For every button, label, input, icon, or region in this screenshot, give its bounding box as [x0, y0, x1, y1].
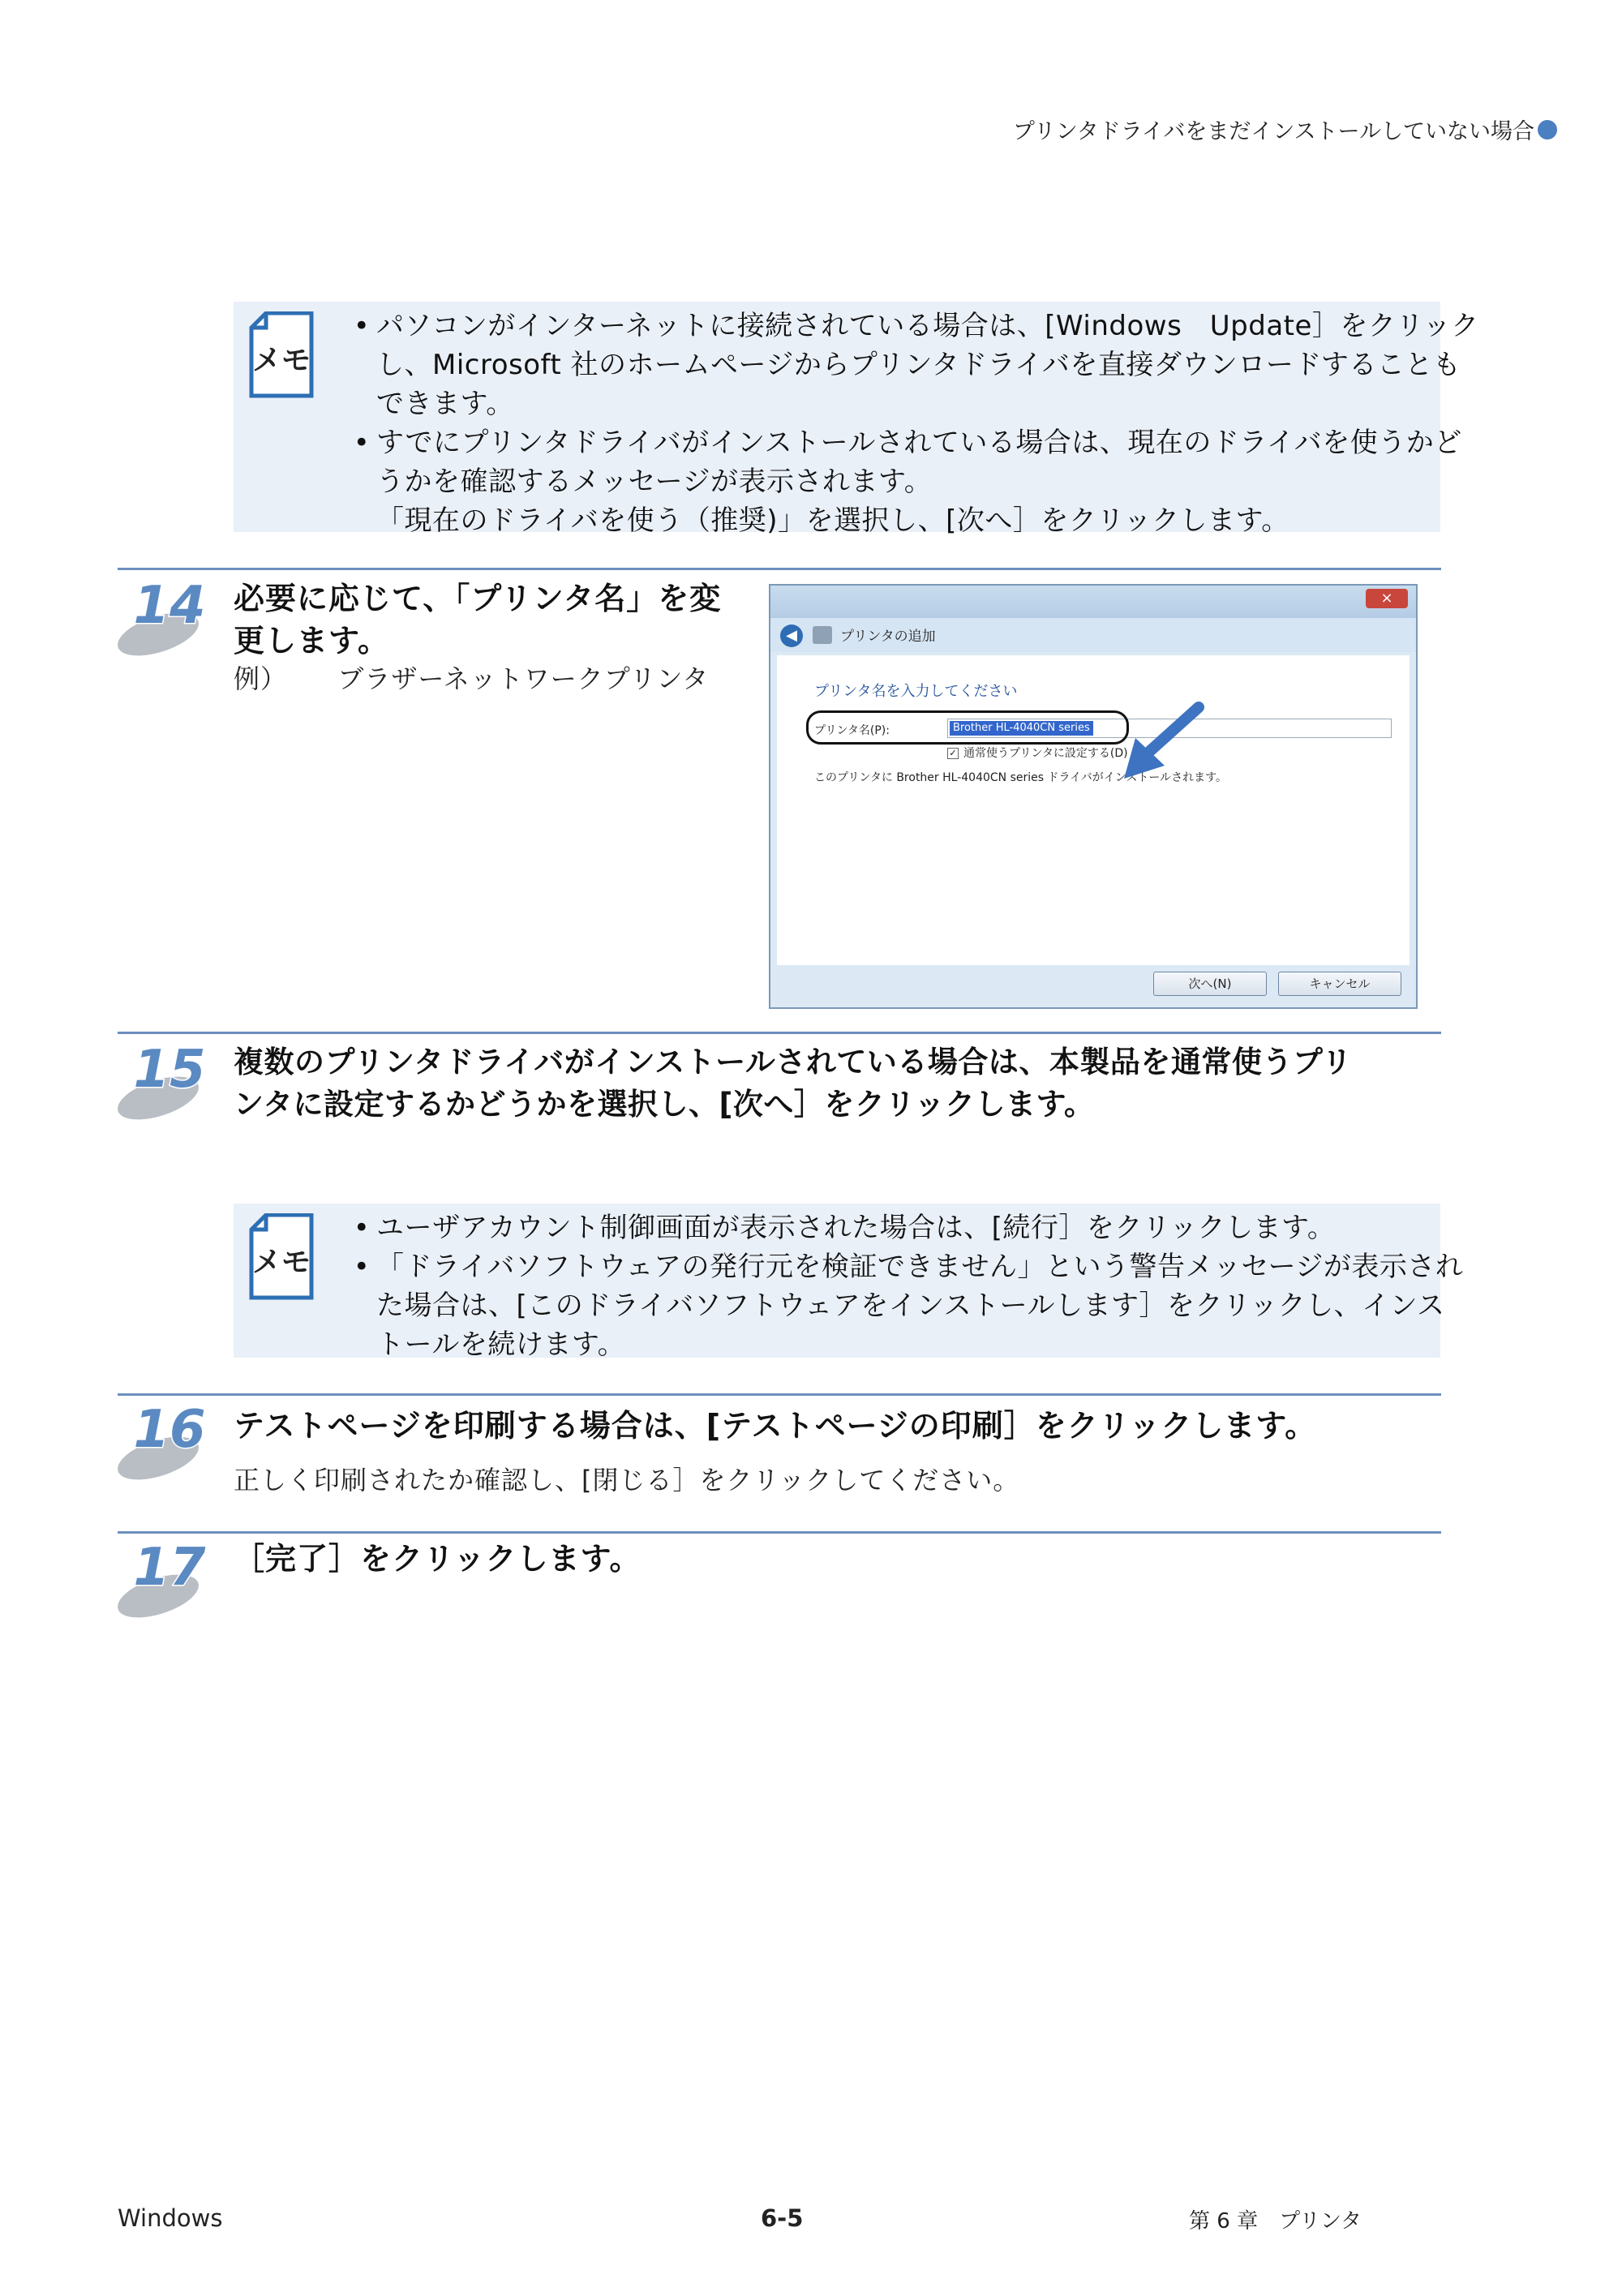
- cancel-button[interactable]: キャンセル: [1278, 972, 1401, 996]
- memo-1-line: うかを確認するメッセージが表示されます。: [376, 466, 933, 498]
- driver-info-text: このプリンタに Brother HL-4040CN series ドライバがインストールされます。: [814, 771, 1227, 784]
- memo-1-line: • パソコンがインターネットに接続されている場合は、[Windows Update］をクリック: [353, 310, 1479, 342]
- printer-name-value: Brother HL-4040CN series: [950, 721, 1093, 736]
- dialog-heading: プリンタ名を入力してください: [814, 683, 1018, 700]
- printer-name-label: プリンタ名(P):: [814, 724, 890, 737]
- add-printer-dialog: [769, 584, 1418, 1009]
- step-17-title: ［完了］をクリックします。: [234, 1541, 642, 1577]
- step-15-badge: [118, 1041, 213, 1122]
- step-17-number: 17: [133, 1539, 206, 1598]
- step-15-title-line: 複数のプリンタドライバがインストールされている場合は、本製品を通常使うプリ: [234, 1045, 1353, 1079]
- memo-box-2: [234, 1204, 1464, 1361]
- step-14-title-line: 必要に応じて、「プリンタ名」を変: [234, 581, 722, 616]
- page-number: 6-5: [761, 2204, 804, 2232]
- memo-2-line: トールを続けます。: [376, 1328, 626, 1361]
- step-14-title-line: 更します。: [234, 623, 389, 659]
- default-printer-checkbox[interactable]: ✓: [947, 748, 959, 759]
- step-14-title: [234, 577, 721, 662]
- memo-icon: [248, 311, 315, 399]
- dialog-nav-title: プリンタの追加: [840, 629, 936, 645]
- next-button[interactable]: 次へ(N): [1153, 972, 1267, 996]
- step-16-body: 正しく印刷されたか確認し、[閉じる］をクリックしてください。: [234, 1465, 1020, 1496]
- memo-icon-label: メモ: [251, 344, 311, 377]
- dialog-navbar: [770, 618, 1416, 652]
- running-head-title: プリンタドライバをまだインストールしていない場合: [1012, 119, 1534, 144]
- step-14-badge: [118, 577, 213, 659]
- memo-2-text: [347, 1208, 1464, 1364]
- footer-left: Windows: [118, 2204, 223, 2232]
- memo-icon: [248, 1213, 315, 1301]
- memo-1-line: • すでにプリンタドライバがインストールされている場合は、現在のドライバを使うかど: [353, 427, 1462, 459]
- step-15-number: 15: [133, 1041, 206, 1100]
- step-16-title: テストページを印刷する場合は、[テストページの印刷］をクリックします。: [234, 1408, 1317, 1444]
- memo-box-1: [234, 302, 1479, 537]
- step-16-rule: [118, 1393, 1441, 1396]
- step-15-rule: [118, 1032, 1441, 1034]
- memo-2-line: • ユーザアカウント制御画面が表示された場合は、[続行］をクリックします。: [353, 1212, 1336, 1244]
- step-16-badge: [118, 1401, 213, 1483]
- back-arrow-icon[interactable]: ◀: [780, 624, 803, 647]
- memo-1-line: し、Microsoft 社のホームページからプリンタドライバを直接ダウンロードすることも: [376, 349, 1461, 381]
- step-14-number: 14: [133, 577, 206, 636]
- memo-1-line: できます。: [376, 388, 514, 420]
- example-label: 例）: [234, 663, 288, 694]
- step-17-rule: [118, 1531, 1441, 1534]
- example-value: ブラザーネットワークプリンタ: [337, 663, 710, 694]
- footer-chapter: 第 6 章 プリンタ: [1189, 2209, 1362, 2234]
- close-button[interactable]: ×: [1366, 589, 1408, 608]
- step-15-title: [234, 1041, 1352, 1126]
- step-16-number: 16: [133, 1401, 206, 1460]
- step-14-example: [234, 659, 709, 696]
- memo-icon-label: メモ: [251, 1246, 311, 1279]
- step-15-title-line: ンタに設定するかどうかを選択し、[次へ］をクリックします。: [234, 1087, 1095, 1122]
- memo-1-line: 「現在のドライバを使う（推奨)」を選択し、[次へ］をクリックします。: [376, 504, 1289, 537]
- memo-2-line: た場合は、[このドライバソフトウェアをインストールします］をクリックし、インス: [376, 1290, 1445, 1322]
- highlight-ellipse: [806, 710, 1129, 745]
- pointer-arrow-icon: [1118, 701, 1207, 790]
- memo-1-text: [347, 307, 1479, 540]
- step-14-rule: [118, 568, 1441, 570]
- running-head: [1013, 114, 1557, 145]
- dialog-titlebar: [770, 586, 1416, 618]
- step-17-badge: [118, 1539, 213, 1620]
- default-printer-label: 通常使うプリンタに設定する(D): [963, 747, 1128, 760]
- dialog-content: [777, 655, 1410, 965]
- memo-2-line: • 「ドライバソフトウェアの発行元を検証できません」という警告メッセージが表示され: [353, 1251, 1464, 1283]
- printer-icon: [813, 626, 832, 644]
- section-dot-icon: [1538, 120, 1557, 139]
